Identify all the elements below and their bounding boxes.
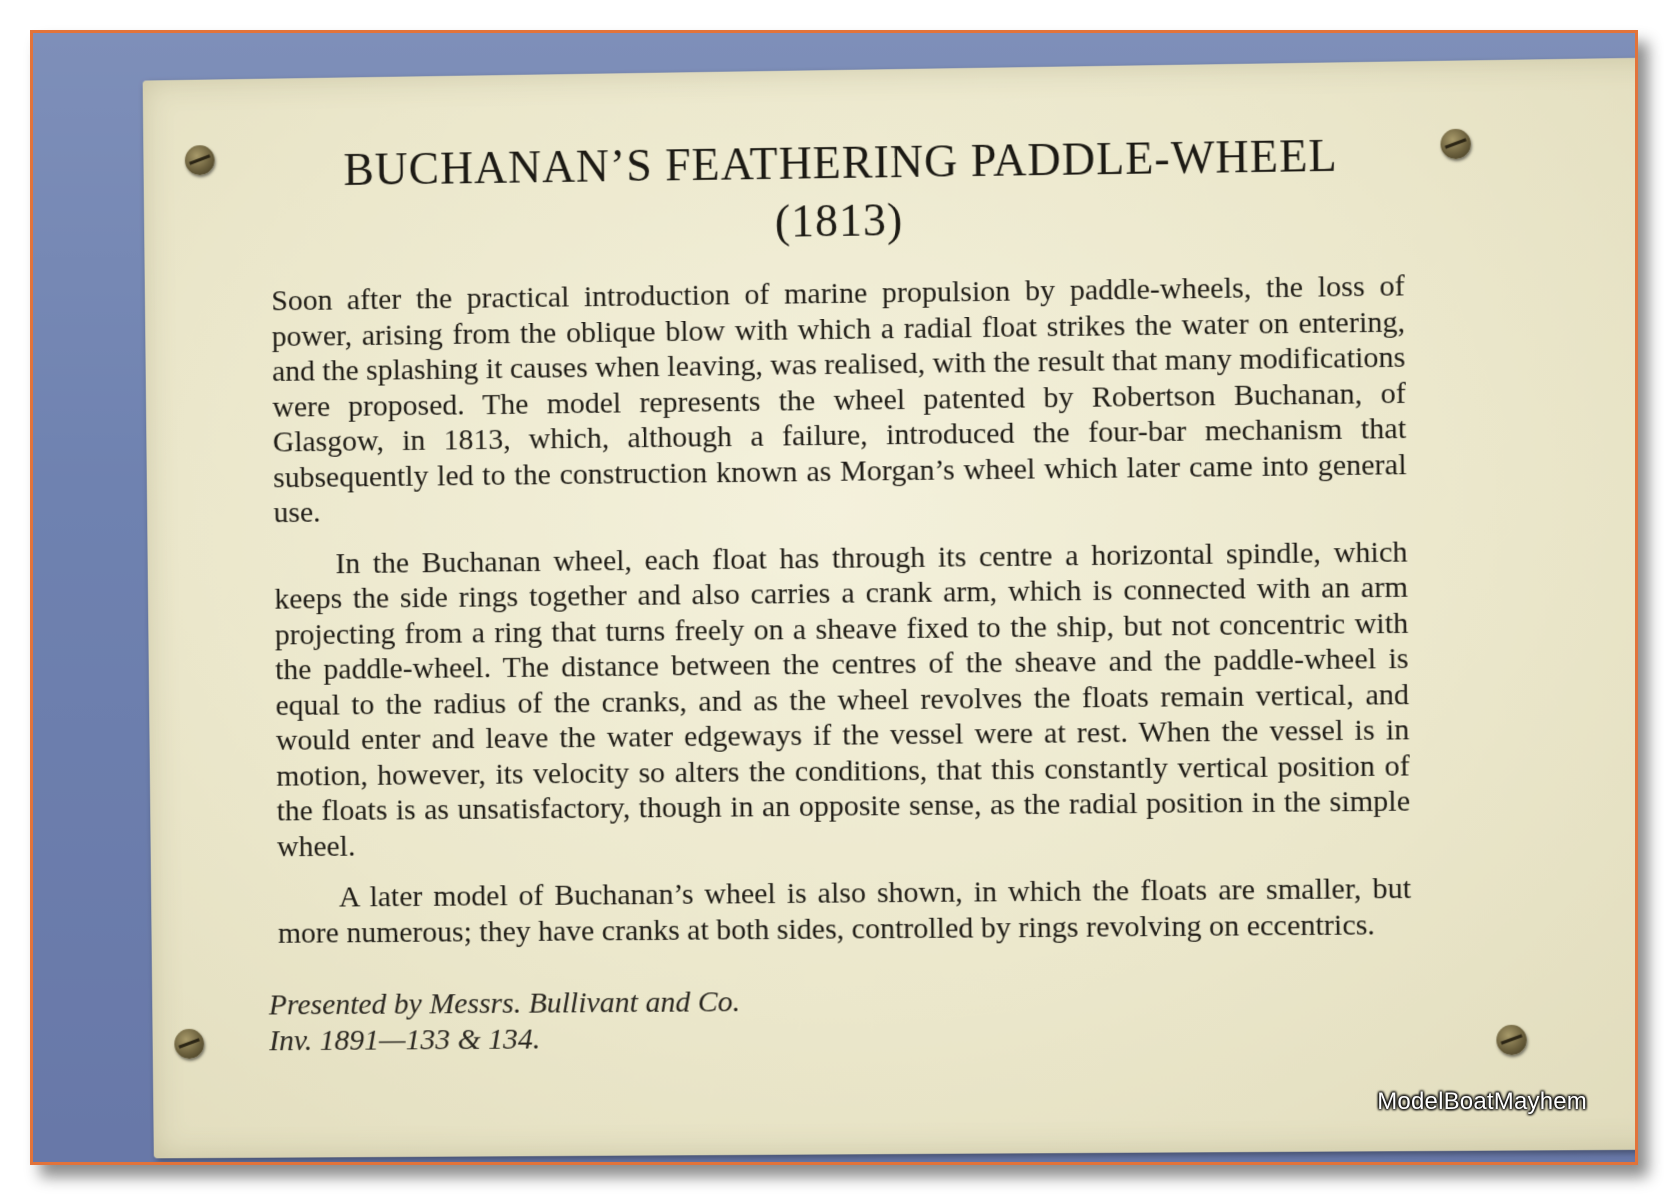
screw-icon [174, 1029, 204, 1059]
paragraph-2: In the Buchanan wheel, each float has through its centre a horizontal spindle, which keeps the side rings together and also carries a crank arm, which is connected with an arm projecting from a ring that turns freely on a sheave fixed to the ship, but not concentric with the paddle-wheel. The distance between the centres of the sheave and the paddle-wheel is equal to the radius of the cranks, and as the wheel revolves the floats remain vertical, and would enter and leave the water edgeways if the vessel were at rest. When the vessel is in motion, however, its velocity so alters the conditions, that this constantly vertical position of the floats is as unsatisfactory, though in an opposite sense, as the radial position in the simple wheel. [274, 534, 1411, 863]
watermark-text: ModelBoatMayhem [1377, 1088, 1587, 1115]
plaque-body [271, 268, 1412, 966]
plaque-title-year: (1813) [774, 193, 904, 247]
museum-plaque [143, 57, 1638, 1158]
plaque-title-name: BUCHANAN’S FEATHERING PADDLE-WHEEL [343, 129, 1338, 195]
credit-inventory: Inv. 1891—133 & 134. [269, 1022, 541, 1058]
plaque-credit [269, 984, 741, 1059]
paragraph-1: Soon after the practical introduction of marine propulsion by paddle-wheels, the loss of power, arising from the oblique blow with which a radial float strikes the water on entering, and the splashing it causes when leaving, was realised, with the result that many modifications were proposed. The model represents the wheel patented by Robertson Buchanan, of Glasgow, in 1813, which, although a failure, introduced the four-bar mechanism that subsequently led to the construction known as Morgan’s wheel which later came into general use. [271, 269, 1407, 530]
paragraph-3: A later model of Buchanan’s wheel is also shown, in which the floats are smaller, but more numerous; they have cranks at both sides, controlled by rings revolving on eccentrics. [277, 871, 1412, 950]
screw-icon [1496, 1025, 1527, 1055]
credit-presenter: Presented by Messrs. Bullivant and Co. [268, 985, 741, 1022]
plaque-title [143, 124, 1542, 259]
photo-frame [30, 30, 1638, 1165]
